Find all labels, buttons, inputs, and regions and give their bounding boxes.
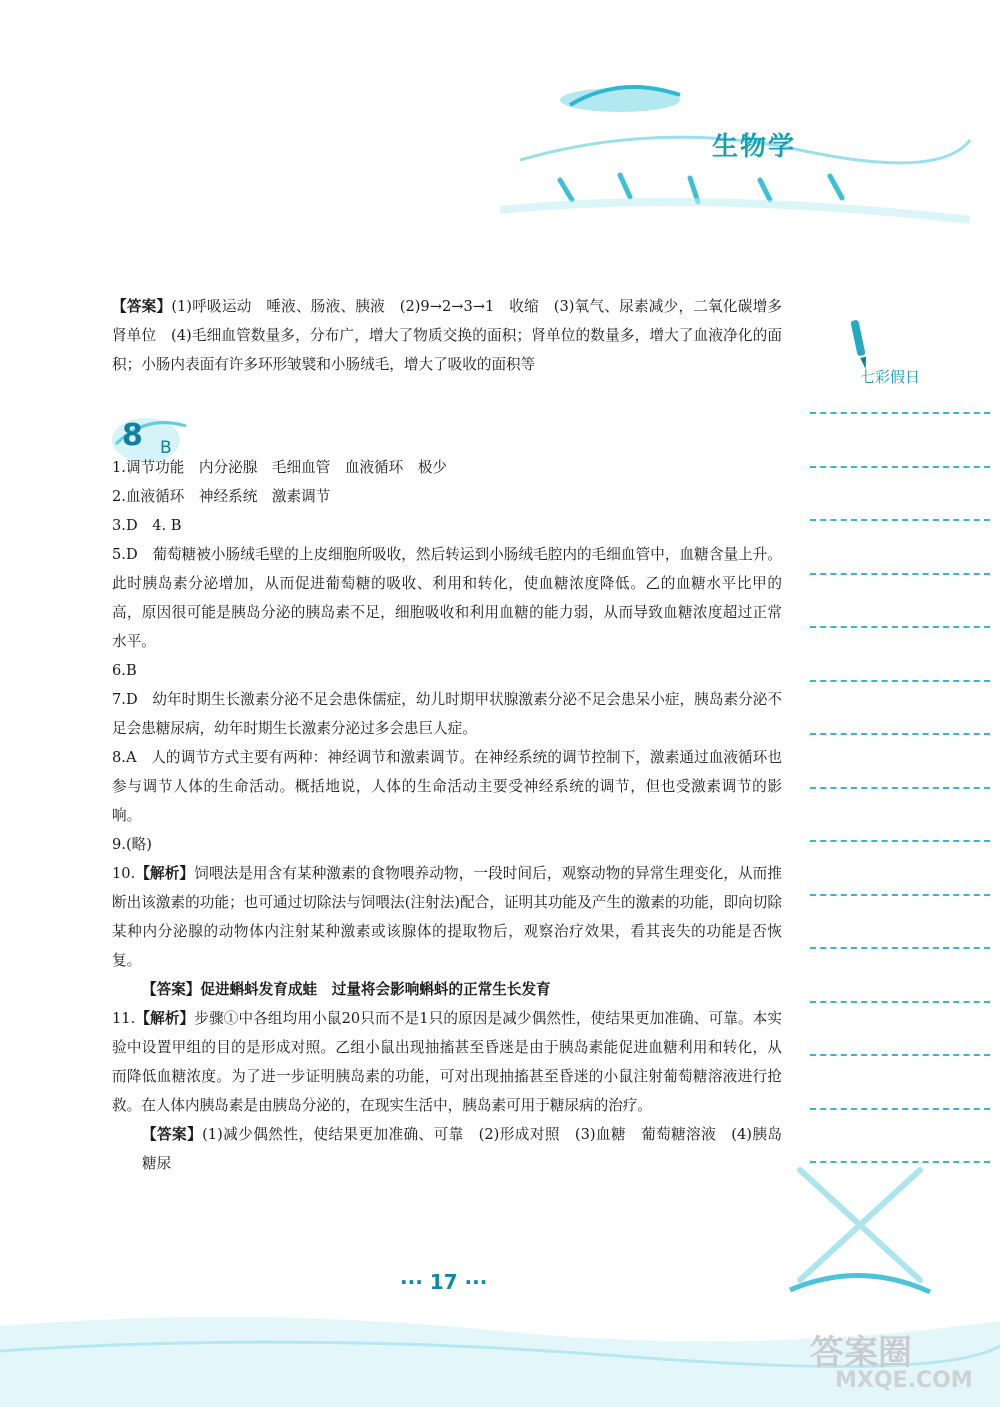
answer-text: (1)减少偶然性，使结果更加准确、可靠 (2)形成对照 (3)血糖 葡萄糖溶液 (4)胰岛 糖尿: [142, 1126, 797, 1172]
list-item: [112, 540, 782, 656]
side-title: 七彩假日: [860, 368, 921, 386]
note-line: [810, 466, 990, 468]
section-letter: B: [160, 438, 172, 458]
item-text: (略): [125, 836, 152, 853]
footer-decoration: [780, 1160, 940, 1310]
list-item: [112, 859, 782, 975]
item-number: 7.: [112, 691, 126, 708]
item-number: 5.: [112, 546, 126, 563]
item-list: [112, 453, 797, 1178]
item-number: 10.: [112, 865, 136, 882]
watermark-logo: 答案圈: [810, 1333, 912, 1373]
item-number: 9.: [112, 836, 126, 853]
item-text: B: [125, 662, 137, 679]
item-number: 3.: [112, 517, 126, 534]
section-number: 8: [122, 418, 143, 453]
header-title: 生物学: [712, 132, 797, 162]
answer-line: [112, 975, 782, 1004]
note-line: [810, 1108, 990, 1110]
item-number: 6.: [112, 662, 126, 679]
note-line: [810, 894, 990, 896]
item-text: 血液循环 神经系统 激素调节: [125, 488, 331, 505]
item-text: D 葡萄糖被小肠绒毛壁的上皮细胞所吸收，然后转运到小肠绒毛腔内的毛细血管中，血糖含量上升。此时胰岛素分泌增加，从而促进葡萄糖的吸收、利用和转化，使血糖浓度降低。乙的血糖水平比甲的高，原因很可能是胰岛分泌的胰岛素不足，细胞吸收和利用血糖的能力弱，从而导致血糖浓度超过正常水平。: [112, 546, 782, 650]
note-line: [810, 840, 990, 842]
note-line: [810, 1001, 990, 1003]
note-line: [810, 626, 990, 628]
list-item: [112, 511, 782, 540]
intro-answer: [112, 292, 797, 379]
watermark-url: MXQE.COM: [835, 1368, 973, 1393]
note-line: [810, 412, 990, 414]
item-text: D 4. B: [125, 517, 182, 534]
answer-tag: 【答案】: [112, 298, 172, 315]
list-item: [112, 685, 782, 743]
answer-content: [112, 292, 797, 1178]
item-text: D 幼年时期生长激素分泌不足会患侏儒症，幼儿时期甲状腺激素分泌不足会患呆小症，胰岛素分泌不足会患糖尿病，幼年时期生长激素分泌过多会患巨人症。: [112, 691, 782, 737]
note-line: [810, 947, 990, 949]
answer-tag: 【答案】: [142, 981, 201, 998]
analysis-tag: 【解析】: [135, 1010, 195, 1027]
note-line: [810, 787, 990, 789]
item-number: 8.: [112, 749, 126, 766]
answer-line: [112, 1120, 797, 1178]
note-line: [810, 573, 990, 575]
note-line: [810, 519, 990, 521]
item-number: 2.: [112, 488, 126, 505]
note-lines: [810, 412, 990, 1215]
list-item: [112, 656, 782, 685]
list-item: [112, 453, 782, 482]
answer-text: (1)呼吸运动 唾液、肠液、胰液 (2)9→2→3→1 收缩 (3)氧气、尿素减少，二氧化碳增多 肾单位 (4)毛细血管数量多，分布广，增大了物质交换的面积；肾单位的数量多，增大了血液净化的面积；小肠内表面有许多环形皱襞和小肠绒毛，增大了吸收的面积等: [112, 298, 797, 373]
item-number: 1.: [112, 459, 126, 476]
page-number: ··· 17 ···: [400, 1270, 488, 1294]
note-line: [810, 680, 990, 682]
item-number: 11.: [112, 1010, 136, 1027]
analysis-text: 饲喂法是用含有某种激素的食物喂养动物，一段时间后，观察动物的异常生理变化，从而推断出该激素的功能；也可通过切除法与饲喂法(注射法)配合，证明其功能及产生的激素的功能，即向切除某种内分泌腺的动物体内注射某种激素或该腺体的提取物后，观察治疗效果，看其丧失的功能是否恢复。: [112, 865, 782, 969]
section-gap: [112, 379, 782, 453]
analysis-tag: 【解析】: [135, 865, 195, 882]
list-item: [112, 482, 782, 511]
analysis-text: 步骤①中各组均用小鼠20只而不是1只的原因是减少偶然性，使结果更加准确、可靠。本实验中设置甲组的目的是形成对照。乙组小鼠出现抽搐甚至昏迷是由于胰岛素能促进血糖利用和转化，从而降低血糖浓度。为了进一步证明胰岛素的功能，可对出现抽搐甚至昏迷的小鼠注射葡萄糖溶液进行抢救。在人体内胰岛素是由胰岛分泌的，在现实生活中，胰岛素可用于糖尿病的治疗。: [112, 1010, 782, 1114]
answer-tag: 【答案】: [142, 1126, 203, 1143]
answer-text: 促进蝌蚪发育成蛙 过量将会影响蝌蚪的正常生长发育: [200, 981, 551, 998]
item-text: A 人的调节方式主要有两种：神经调节和激素调节。在神经系统的调节控制下，激素通过血液循环也参与调节人体的生命活动。概括地说，人体的生命活动主要受神经系统的调节，但也受激素调节的影响。: [112, 749, 782, 824]
list-item: [112, 743, 782, 830]
item-text: 调节功能 内分泌腺 毛细血管 血液循环 极少: [125, 459, 448, 476]
note-line: [810, 733, 990, 735]
list-item: [112, 1004, 782, 1120]
note-line: [810, 1054, 990, 1056]
list-item: [112, 830, 782, 859]
